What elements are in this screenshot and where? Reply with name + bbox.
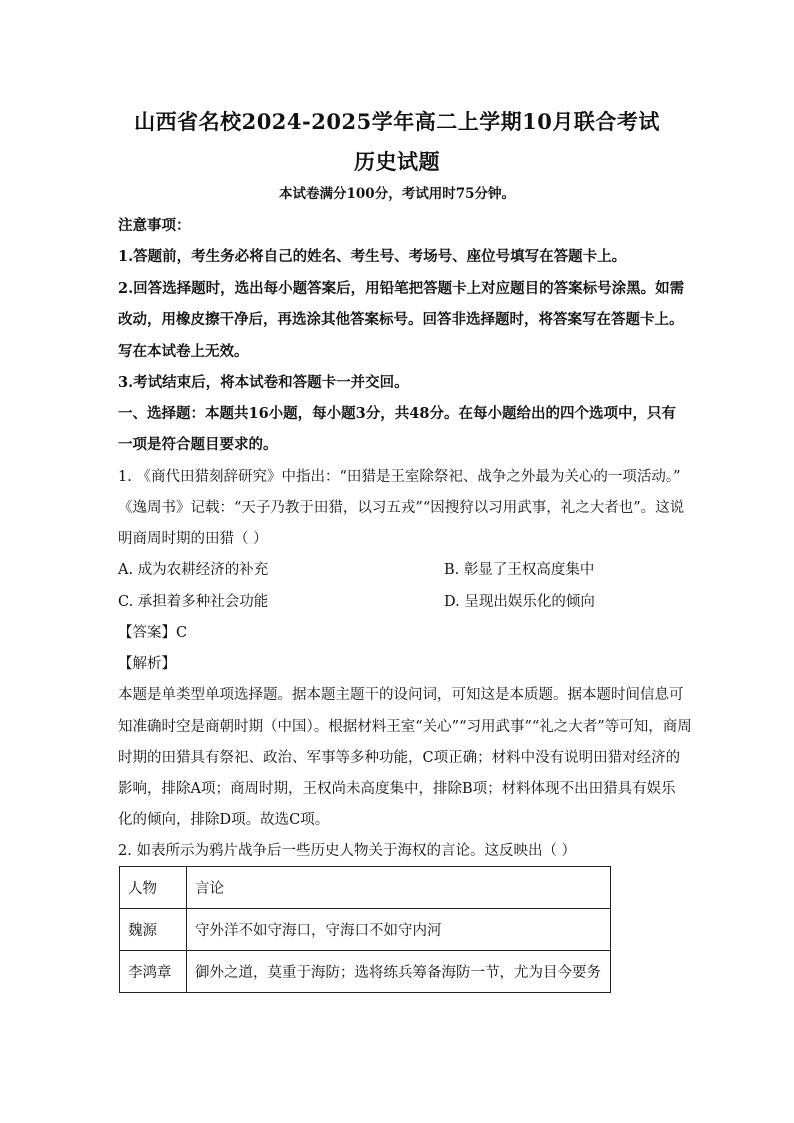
exam-title: 山西省名校2024-2025学年高二上学期10月联合考试 — [134, 109, 660, 134]
q1-analysis-line: 知准确时空是商朝时期（中国）。根据材料王室“关心”“习用武事”“礼之大者”等可知，商周 — [118, 719, 692, 735]
table-header-cell: 言论 — [187, 867, 611, 909]
table-cell-quote: 守外洋不如守海口，守海口不如守内河 — [187, 909, 611, 951]
exam-subtitle: 历史试题 — [354, 149, 440, 174]
q1-option-d: D. 呈现出娱乐化的倾向 — [444, 594, 595, 610]
q1-answer: 【答案】C — [118, 625, 188, 641]
section-heading: 一、选择题：本题共16小题，每小题3分，共48分。在每小题给出的四个选项中，只有 — [118, 405, 676, 422]
table-row — [120, 909, 611, 951]
table-header-cell: 人物 — [120, 867, 187, 909]
section-heading: 一项是符合题目要求的。 — [118, 436, 278, 453]
q2-table — [119, 866, 611, 993]
notice-line: 3.考试结束后，将本试卷和答题卡一并交回。 — [118, 374, 409, 391]
q1-option-a: A. 成为农耕经济的补充 — [118, 562, 269, 578]
notice-line: 2.回答选择题时，选出每小题答案后，用铅笔把答题卡上对应题目的答案标号涂黑。如需 — [118, 280, 685, 297]
q1-analysis-line: 时期的田猎具有祭祀、政治、军事等多种功能，C项正确；材料中没有说明田猎对经济的 — [118, 750, 681, 766]
exam-info: 本试卷满分100分，考试用时75分钟。 — [279, 186, 515, 202]
q1-stem: 《逸周书》记载：“天子乃教于田猎，以习五戎”“因搜狩以习用武事，礼之大者也”。这说 — [118, 500, 685, 516]
notice-line: 改动，用橡皮擦干净后，再选涂其他答案标号。回答非选择题时，将答案写在答题卡上。 — [118, 311, 684, 328]
table-row — [120, 951, 611, 993]
q1-stem: 明商周时期的田猎（ ） — [118, 531, 268, 547]
table-cell-quote: 御外之道，莫重于海防；选将练兵筹备海防一节，尤为目今要务 — [187, 951, 611, 993]
q1-option-b: B. 彰显了王权高度集中 — [444, 562, 595, 578]
q2-stem: 2. 如表所示为鸦片战争后一些历史人物关于海权的言论。这反映出（ ） — [118, 843, 577, 859]
table-cell-person: 魏源 — [120, 909, 187, 951]
q1-stem: 1. 《商代田猎刻辞研究》中指出：“田猎是王室除祭祀、战争之外最为关心的一项活动。” — [118, 469, 681, 485]
q1-option-c: C. 承担着多种社会功能 — [118, 594, 269, 610]
q1-analysis-label: 【解析】 — [118, 656, 176, 672]
q1-analysis-line: 化的倾向，排除D项。故选C项。 — [118, 812, 330, 828]
table-cell-person: 李鸿章 — [120, 951, 187, 993]
table-header-row — [120, 867, 611, 909]
notice-line: 写在本试卷上无效。 — [118, 343, 249, 360]
notice-line: 1.答题前，考生务必将自己的姓名、考生号、考场号、座位号填写在答题卡上。 — [118, 248, 627, 265]
q1-analysis-line: 影响，排除A项；商周时期，王权尚未高度集中，排除B项；材料体现不出田猎具有娱乐 — [118, 781, 676, 797]
q1-analysis-line: 本题是单类型单项选择题。据本题主题干的设问词，可知这是本质题。据本题时间信息可 — [118, 687, 684, 703]
notice-heading: 注意事项： — [118, 217, 191, 234]
